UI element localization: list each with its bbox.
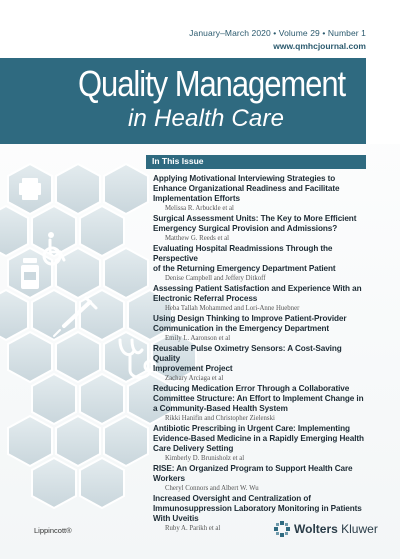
toc-item[interactable] [153,384,368,423]
article-title [153,464,368,484]
article-title [153,384,368,414]
article-title [153,314,368,334]
article-authors: Denise Campbell and Jeffery Ditkoff [165,275,266,282]
article-authors: Heba Tallah Mohammed and Lori-Anne Huebner [165,305,300,312]
article-title [153,174,368,204]
article-title [153,284,368,304]
toc-heading: In This Issue [152,156,204,166]
publisher-name [294,522,378,536]
table-of-contents [153,174,368,534]
toc-item[interactable] [153,284,368,313]
toc-item[interactable] [153,314,368,343]
article-title [153,344,368,374]
medical-cross-icon [19,178,41,200]
article-authors: Ruby A. Parikh et al [165,525,221,532]
title-line: With Uveitis [153,514,199,523]
title-line: Reducing Medication Error Through a Collaborative [153,384,350,393]
title-line: Committee Structure: An Effort to Implement Change in [153,394,364,403]
lippincott-wordmark: Lippincott® [34,526,72,535]
article-title [153,424,368,454]
wolters-kluwer-wordmark [274,519,378,539]
article-authors: Cheryl Connors and Albert W. Wu [165,485,259,492]
title-line: Antibiotic Prescribing in Urgent Care: Implementing [153,424,350,433]
title-line: Care Delivery Setting [153,444,234,453]
article-authors: Rikki Hanifin and Christopher Zielenski [165,415,275,422]
toc-item[interactable] [153,214,368,243]
title-line: Applying Motivational Interviewing Strategies to [153,174,336,183]
title-line: RISE: An Organized Program to Support Health Care [153,464,353,473]
title-line: Evaluating Hospital Readmissions Through the Perspective [153,244,333,263]
publisher-name-regular: Kluwer [337,522,378,536]
title-banner [0,58,400,144]
title-line: Surgical Assessment Units: The Key to More Efficient [153,214,357,223]
journal-subtitle: in Health Care [128,105,285,132]
toc-item[interactable] [153,424,368,463]
article-authors: Zachary Arciaga et al [165,375,224,382]
title-line: Workers [153,474,185,483]
title-line: Evidence-Based Medicine in a Rapidly Emerging Health [153,434,364,443]
title-line: Enhance Organizational Readiness and Facilitate [153,184,340,193]
journal-url[interactable]: www.qmhcjournal.com [273,41,366,51]
toc-item[interactable] [153,174,368,213]
title-line: Using Design Thinking to Improve Patient-Provider [153,314,347,323]
masthead-top [0,0,400,58]
issue-info: January–March 2020 • Volume 29 • Number 1 [189,28,366,38]
title-line: Improvement Project [153,364,233,373]
article-authors: Kimberly D. Brunisholz et al [165,455,245,462]
journal-title: Quality Management [78,63,346,104]
article-authors: Melissa R. Arbuckle et al [165,205,234,212]
article-authors: Matthew G. Reeds et al [165,235,229,242]
article-title [153,214,368,234]
article-title [153,244,368,274]
title-line: Reusable Pulse Oximetry Sensors: A Cost-Saving Quality [153,344,342,363]
wolters-kluwer-logo-icon [274,521,290,537]
toc-heading-bar [146,155,366,169]
title-line: Implementation Efforts [153,194,240,203]
title-line: of the Returning Emergency Department Patient [153,264,336,273]
title-line: a Community-Based Health System [153,404,288,413]
medicine-bottle-icon [21,258,39,289]
article-authors: Emily L. Aaronson et al [165,335,231,342]
publisher-name-bold: Wolters [294,522,338,536]
toc-item[interactable] [153,464,368,493]
title-line: Assessing Patient Satisfaction and Experience With an [153,284,362,293]
title-line: Immunosuppression Laboratory Monitoring in Patients [153,504,362,513]
title-line: Increased Oversight and Centralization of [153,494,311,503]
title-line: Communication in the Emergency Department [153,324,330,333]
toc-item[interactable] [153,244,368,283]
title-line: Electronic Referral Process [153,294,258,303]
title-line: Emergency Surgical Provision and Admissions? [153,224,338,233]
toc-item[interactable] [153,344,368,383]
